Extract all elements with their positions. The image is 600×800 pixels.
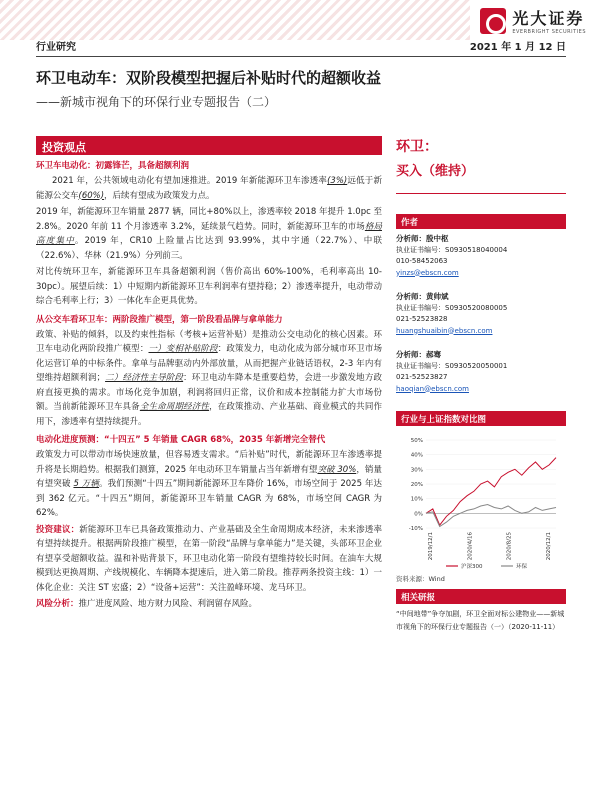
report-header	[36, 38, 566, 57]
analyst-email[interactable]: yinzs@ebscn.com	[396, 268, 459, 277]
x-tick-label: 2020/4/16	[467, 532, 474, 561]
related-heading: 相关研报	[396, 589, 566, 604]
paragraph-7: 风险分析：推广进度风险、地方财力风险、利润留存风险。	[36, 599, 258, 609]
chart-heading: 行业与上证指数对比图	[396, 411, 566, 426]
y-tick-label: 30%	[410, 467, 423, 474]
chart-source: 资料来源：Wind	[396, 575, 445, 583]
legend-label: 沪深300	[461, 564, 483, 570]
section-heading: 投资观点	[36, 136, 382, 155]
main-column	[36, 136, 382, 614]
brand-logo	[480, 6, 586, 35]
series-line	[426, 458, 556, 525]
section-label: 行业研究	[36, 42, 76, 53]
analyst-cert: 执业证书编号：S0930518040004	[396, 245, 508, 254]
analyst-email[interactable]: huangshuaibin@ebscn.com	[396, 326, 493, 335]
analyst-phone: 010-58452063	[396, 257, 448, 265]
subheading-2: 从公交车看环卫车：两阶段推广模型，第一阶段看品牌与拿单能力	[36, 314, 283, 325]
chart-svg	[396, 432, 566, 572]
index-chart	[396, 432, 566, 572]
paragraph-6: 投资建议：新能源环卫车已具备政策推动力、产业基础及全生命周期成本经济，未来渗透率有望持续提升。根据两阶段推广模型，在第一阶段“品牌与拿单能力”是关键，头部环卫企业有望享受超额收益。温和补贴背景下，环卫电动化第一阶段有望维持较长时间。在油车大规模到达更换周期、产线规模化、车辆降本提速后，进入第二阶段。推荐两条投资主线：1）一体化企业：关注 ST 宏盛；2）“设备+运营”：关注盈峰环境、龙马环卫。	[36, 524, 382, 593]
industry-label: 环卫：	[396, 139, 438, 155]
analyst-phone: 021-52523828	[396, 315, 448, 323]
x-tick-label: 2019/12/1	[428, 532, 434, 561]
analyst-card	[396, 233, 566, 279]
authors-heading: 作者	[396, 214, 566, 229]
analyst-name: 分析师：黄帅斌	[396, 292, 449, 301]
x-tick-label: 2020/8/25	[506, 532, 513, 561]
paragraph-2: 2019 年，新能源环卫车销量 2877 辆，同比+80%以上，渗透率较 2018 年提升 1.0pc 至 2.8%。2020 年前 11 个月渗透率 3.2%，延续景气趋势。同时，新能源环卫车的市场格局高度集中。2019 年，CR10 上险量占比达到 93.99%，其中宇通（22.7%）、中联（22.6%）、华林（21.9%）分列前三。	[36, 207, 382, 261]
series-line	[426, 505, 556, 527]
report-title: 环卫电动车：双阶段模型把握后补贴时代的超额收益	[36, 69, 382, 87]
logo-icon	[480, 8, 506, 34]
subheading-1: 环卫车电动化：初露锋芒，具备超额利润	[36, 161, 190, 171]
rating-label: 买入（维持）	[396, 160, 566, 194]
related-report[interactable]: “中间地带”争夺加剧，环卫全面对标公建物业——新城市视角下的环保行业专题报告（一）（2020-11-11）	[396, 610, 565, 631]
y-tick-label: 10%	[410, 496, 423, 503]
sidebar	[396, 136, 566, 634]
y-tick-label: 50%	[410, 438, 423, 444]
legend-label: 环保	[516, 564, 528, 570]
y-tick-label: -10%	[408, 526, 423, 532]
paragraph-4: 政策、补贴的倾斜，以及约束性指标（考核+运营补贴）是推动公交电动化的核心因素。环卫车电动化两阶段推广模型：一）变相补贴阶段：政策发力，电动化成为部分城市环卫市场化运营订单的中标条件。拿单与品牌驱动内外部放量，从而把握产业链话语权，2-3 年内有望维持超额利润；二）经济性主导阶段：环卫电动车降本是重要趋势，会进一步激发地方政府直接更换的需求。市场化竞争加剧，利润将回归正常，议价和成本控制能力扩大市场份额。当前新能源环卫车具备全生命周期经济性，在政策推动、产业基础、商业模式的共同作用下，渗透率有望持续提升。	[36, 329, 382, 427]
analyst-name: 分析师：殷中枢	[396, 234, 449, 243]
analyst-card	[396, 349, 566, 395]
y-tick-label: 0%	[414, 511, 423, 518]
y-tick-label: 20%	[410, 482, 423, 488]
brand-name: 光大证券	[512, 9, 585, 28]
analyst-phone: 021-52523827	[396, 373, 448, 381]
stripe-band	[0, 0, 470, 40]
analyst-name: 分析师：郝骞	[396, 350, 441, 359]
analyst-cert: 执业证书编号：S0930520080005	[396, 303, 508, 312]
analyst-cert: 执业证书编号：S0930520050001	[396, 361, 508, 370]
report-subtitle: ——新城市视角下的环保行业专题报告（二）	[36, 95, 277, 109]
paragraph-1: 2021 年，公共领域电动化有望加速推进。2019 年新能源环卫车渗透率(3%)远低于新能源公交车(60%)，后续有望成为政策发力点。	[36, 176, 382, 201]
paragraph-3: 对比传统环卫车，新能源环卫车具备超额利润（售价高出 60%-100%，毛利率高出 10-30pc）。展望后续：1）中短期内新能源环卫车利润率有望持稳；2）渗透率提升，电动带动综合毛利率上行；3）一体化车企更具优势。	[36, 267, 382, 306]
analyst-email[interactable]: haoqian@ebscn.com	[396, 384, 469, 393]
x-tick-label: 2020/12/1	[546, 532, 552, 561]
analyst-card	[396, 291, 566, 337]
brand-name-en: EVERBRIGHT SECURITIES	[512, 29, 586, 35]
report-date: 2021 年 1 月 12 日	[469, 42, 566, 53]
subheading-3: 电动化进度预测：“十四五” 5 年销量 CAGR 68%，2035 年新增完全替代	[36, 435, 326, 445]
y-tick-label: 40%	[410, 452, 423, 459]
paragraph-5: 政策发力可以带动市场快速放量，但容易透支需求。“后补贴”时代，新能源环卫车渗透率提升将是长期趋势。根据我们测算，2025 年电动环卫车销量占当年新增有望突破 30%，销量有望突破 5 万辆。我们预测“十四五”期间新能源环卫车降价 16%，市场空间于 2025 年达到 362 亿元。“十四五”期间，新能源环卫车销量 CAGR 为 68%，市场空间 CAGR 为 62%。	[36, 450, 382, 518]
